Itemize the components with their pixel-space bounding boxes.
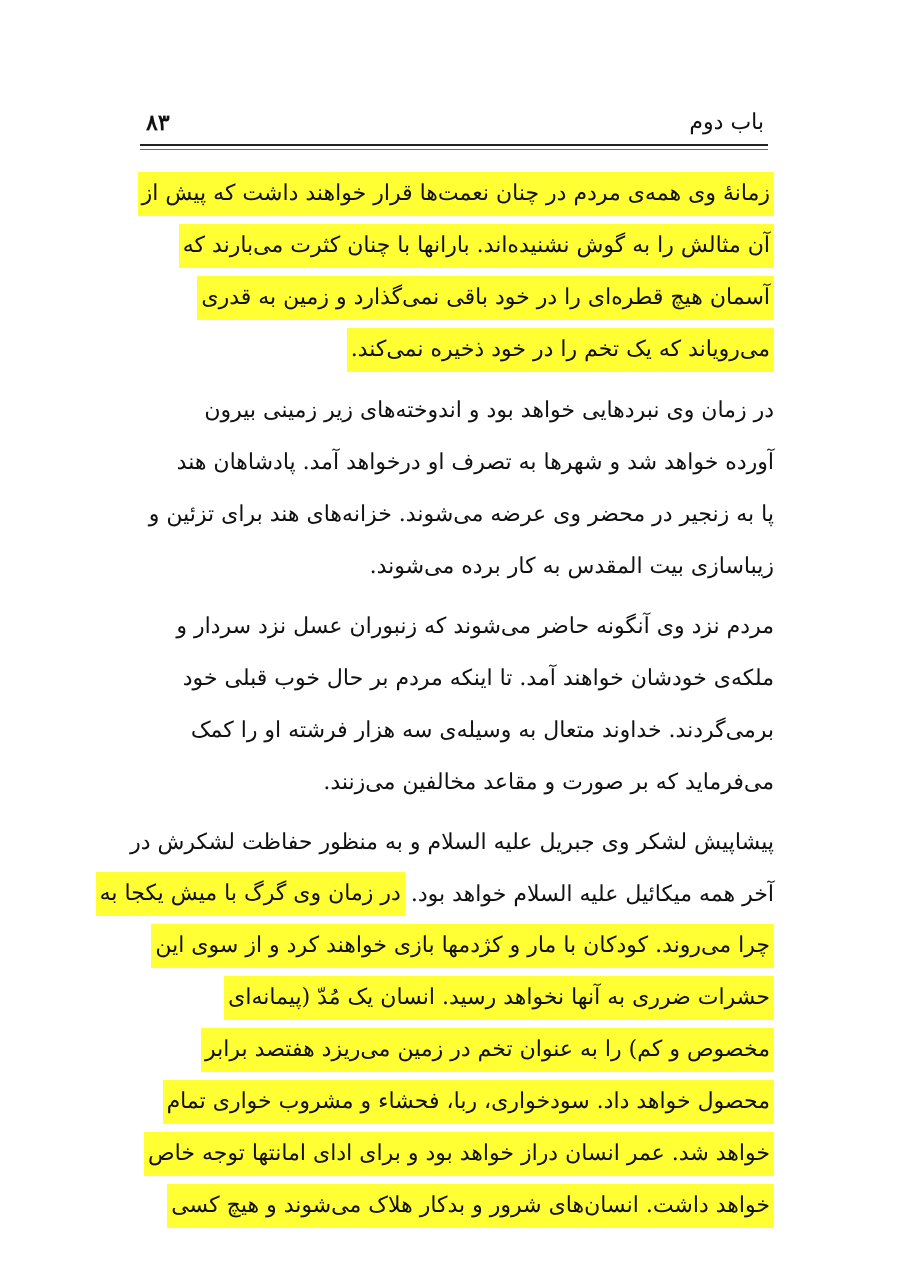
body-text: زیباسازی بیت المقدس به کار برده می‌شوند. bbox=[369, 553, 774, 579]
highlighted-text: آن مثالش را به گوش نشنیده‌اند. بارانها با چنان کثرت می‌بارند که bbox=[179, 224, 774, 268]
body-text: مردم نزد وی آنگونه حاضر می‌شوند که زنبوران عسل نزد سردار و bbox=[176, 613, 774, 639]
body-text: در زمان وی نبردهایی خواهد بود و اندوخته‌های زیر زمینی بیرون bbox=[204, 397, 774, 423]
text-line bbox=[134, 384, 774, 436]
highlighted-text: محصول خواهد داد. سودخواری، ربا، فحشاء و مشروب خواری تمام bbox=[163, 1080, 774, 1124]
header-rule-thin bbox=[140, 149, 768, 150]
body-text: آخر همه میکائیل علیه السلام خواهد بود. bbox=[410, 881, 774, 907]
text-line bbox=[134, 1076, 774, 1128]
header-rule bbox=[140, 144, 768, 146]
highlighted-text: خواهد شد. عمر انسان دراز خواهد بود و برای ادای امانتها توجه خاص bbox=[144, 1132, 774, 1176]
text-line bbox=[134, 972, 774, 1024]
text-line bbox=[134, 600, 774, 652]
highlighted-text: مخصوص و کم) را به عنوان تخم در زمین می‌ریزد هفتصد برابر bbox=[201, 1028, 774, 1072]
page-header bbox=[140, 108, 768, 142]
text-line bbox=[134, 1128, 774, 1180]
body-text: می‌فرماید که بر صورت و مقاعد مخالفین می‌زنند. bbox=[323, 769, 774, 795]
text-line bbox=[134, 920, 774, 972]
text-line bbox=[134, 488, 774, 540]
body-text: برمی‌گردند. خداوند متعال به وسیله‌ی سه هزار فرشته او را کمک bbox=[190, 717, 774, 743]
highlighted-text: زمانهٔ وی همه‌ی مردم در چنان نعمت‌ها قرار خواهند داشت که پیش از bbox=[138, 172, 774, 216]
text-line bbox=[134, 220, 774, 272]
text-line bbox=[134, 540, 774, 592]
text-line bbox=[99, 868, 774, 920]
highlighted-text: خواهد داشت. انسان‌های شرور و بدکار هلاک می‌شوند و هیچ کسی bbox=[167, 1184, 774, 1228]
text-line bbox=[134, 704, 774, 756]
highlighted-text: حشرات ضرری به آنها نخواهد رسید. انسان یک مُدّ (پیمانه‌ای bbox=[224, 976, 774, 1020]
text-line bbox=[134, 324, 774, 376]
text-line bbox=[130, 816, 774, 868]
page-number: ۸۳ bbox=[146, 110, 170, 136]
highlighted-text: در زمان وی گرگ با میش یکجا به bbox=[96, 872, 405, 916]
text-line bbox=[134, 1024, 774, 1076]
text-line bbox=[134, 436, 774, 488]
chapter-title: باب دوم bbox=[689, 110, 764, 135]
highlighted-text: چرا می‌روند. کودکان با مار و کژدمها بازی خواهند کرد و از سوی این bbox=[151, 924, 774, 968]
body-text: آورده خواهد شد و شهرها به تصرف او درخواهد آمد. پادشاهان هند bbox=[176, 449, 774, 475]
text-line bbox=[134, 756, 774, 808]
highlighted-text: آسمان هیچ قطره‌ای را در خود باقی نمی‌گذارد و زمین به قدری bbox=[197, 276, 774, 320]
body-text: ملکه‌ی خودشان خواهند آمد. تا اینکه مردم بر حال خوب قبلی خود bbox=[182, 665, 774, 691]
highlighted-text: می‌رویاند که یک تخم را در خود ذخیره نمی‌کند. bbox=[347, 328, 774, 372]
body-text: پیشاپیش لشکر وی جبریل علیه السلام و به منظور حفاظت لشکرش در bbox=[130, 829, 774, 855]
body-text: پا به زنجیر در محضر وی عرضه می‌شوند. خزانه‌های هند برای تزئین و bbox=[148, 501, 774, 527]
text-line bbox=[134, 652, 774, 704]
text-line bbox=[134, 272, 774, 324]
text-line bbox=[134, 168, 774, 220]
text-line bbox=[134, 1180, 774, 1232]
page-body bbox=[99, 168, 774, 1232]
